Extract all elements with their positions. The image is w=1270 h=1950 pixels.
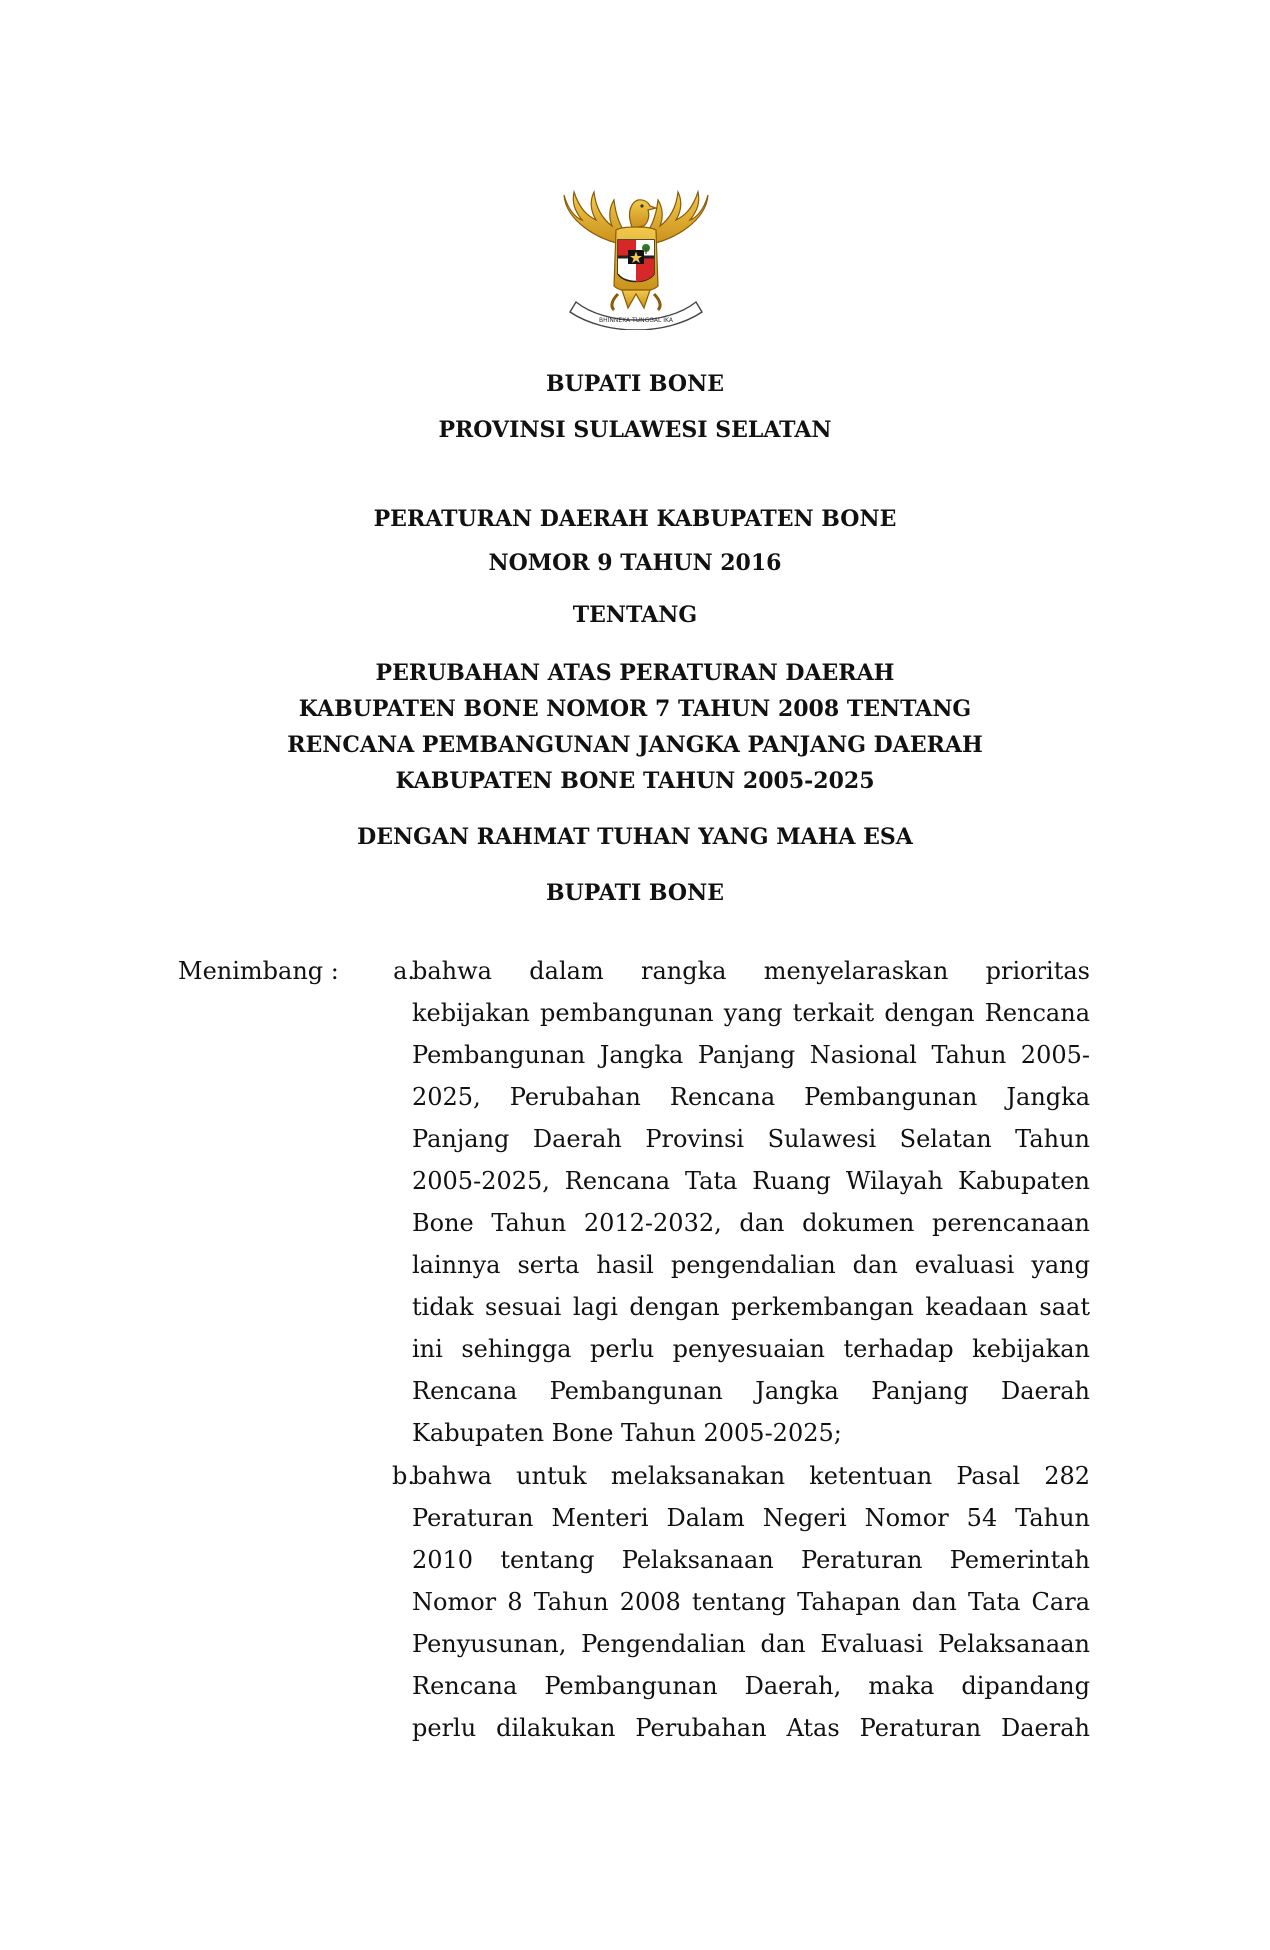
clause-line: 2025, Perubahan Rencana Pembangunan Jangka (412, 1083, 1090, 1111)
preamble-heading: DENGAN RAHMAT TUHAN YANG MAHA ESA (357, 824, 913, 850)
clause-line: ini sehingga perlu penyesuaian terhadap kebijakan (412, 1335, 1090, 1363)
regulation-number: NOMOR 9 TAHUN 2016 (488, 550, 782, 576)
clause-line: Kabupaten Bone Tahun 2005-2025; (412, 1419, 842, 1447)
considering-label: Menimbang : (178, 957, 339, 985)
clause-marker: b. (392, 1462, 415, 1490)
province-heading: PROVINSI SULAWESI SELATAN (438, 417, 832, 443)
clause-line: 2010 tentang Pelaksanaan Peraturan Pemerintah (412, 1546, 1090, 1574)
clause-line: tidak sesuai lagi dengan perkembangan keadaan saat (412, 1293, 1090, 1321)
authority-heading: BUPATI BONE (546, 880, 724, 906)
clause-text (412, 1455, 1090, 1749)
garuda-emblem-icon (556, 190, 716, 330)
clause-line: 2005-2025, Rencana Tata Ruang Wilayah Kabupaten (412, 1167, 1090, 1195)
clause-marker: a. (393, 957, 415, 985)
clause-text (412, 950, 1090, 1454)
clause-line: bahwa dalam rangka menyelaraskan prioritas (412, 957, 1090, 985)
clause-line: Nomor 8 Tahun 2008 tentang Tahapan dan Tata Cara (412, 1588, 1090, 1616)
clause-line: perlu dilakukan Perubahan Atas Peraturan Daerah (412, 1714, 1090, 1742)
clause-line: Bone Tahun 2012-2032, dan dokumen perencanaan (412, 1209, 1090, 1237)
clause-line: Pembangunan Jangka Panjang Nasional Tahun 2005- (412, 1041, 1090, 1069)
regulation-title-line: RENCANA PEMBANGUNAN JANGKA PANJANG DAERAH (287, 732, 983, 758)
clause-line: Penyusunan, Pengendalian dan Evaluasi Pelaksanaan (412, 1630, 1090, 1658)
clause-line: Panjang Daerah Provinsi Sulawesi Selatan Tahun (412, 1125, 1090, 1153)
regulation-title-line: KABUPATEN BONE NOMOR 7 TAHUN 2008 TENTANG (298, 696, 972, 722)
clause-line: Peraturan Menteri Dalam Negeri Nomor 54 Tahun (412, 1504, 1090, 1532)
clause-line: bahwa untuk melaksanakan ketentuan Pasal 282 (412, 1462, 1090, 1490)
office-heading: BUPATI BONE (546, 371, 724, 397)
clause-line: kebijakan pembangunan yang terkait dengan Rencana (412, 999, 1090, 1027)
svg-text:BHINNEKA TUNGGAL IKA: BHINNEKA TUNGGAL IKA (599, 317, 673, 324)
regulation-title-line: KABUPATEN BONE TAHUN 2005-2025 (395, 768, 875, 794)
clause-line: lainnya serta hasil pengendalian dan evaluasi yang (412, 1251, 1090, 1279)
regulation-about: TENTANG (572, 602, 698, 628)
clause-line: Rencana Pembangunan Daerah, maka dipandang (412, 1672, 1090, 1700)
regulation-title-line: PERUBAHAN ATAS PERATURAN DAERAH (375, 660, 895, 686)
clause-line: Rencana Pembangunan Jangka Panjang Daerah (412, 1377, 1090, 1405)
regulation-type: PERATURAN DAERAH KABUPATEN BONE (373, 506, 897, 532)
